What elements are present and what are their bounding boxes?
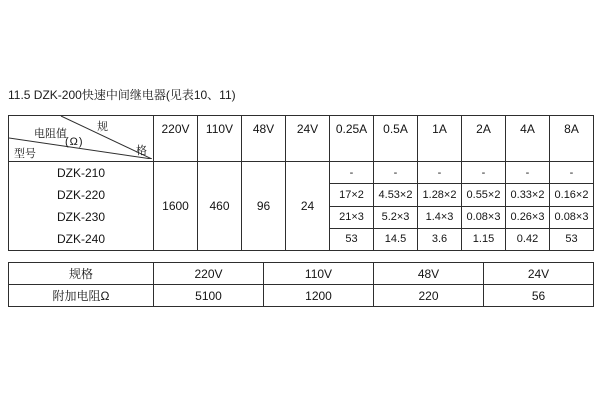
model-label: DZK-220 bbox=[56, 188, 106, 202]
column-header-220v: 220V bbox=[154, 116, 198, 162]
addon-value-row bbox=[9, 285, 594, 307]
column-header-05a: 0.5A bbox=[374, 116, 418, 162]
amp-value-cell: 0.33×2 bbox=[506, 184, 550, 206]
amp-value-cell: 4.53×2 bbox=[374, 184, 418, 206]
column-header-24v: 24V bbox=[286, 116, 330, 162]
corner-cell bbox=[9, 116, 154, 162]
corner-label-spec-bottom: 格 bbox=[136, 145, 147, 157]
model-column-cell bbox=[9, 162, 154, 251]
amp-value-cell: 0.16×2 bbox=[550, 184, 594, 206]
column-header-4a: 4A bbox=[506, 116, 550, 162]
column-header-8a: 8A bbox=[550, 116, 594, 162]
voltage-value-220v: 1600 bbox=[154, 162, 198, 251]
page-title: 11.5 DZK-200快速中间继电器(见表10、11) bbox=[8, 88, 236, 102]
amp-value-cell: 1.28×2 bbox=[418, 184, 462, 206]
amp-value-cell: 0.55×2 bbox=[462, 184, 506, 206]
table-header-row bbox=[9, 116, 594, 162]
addon-value-24v: 56 bbox=[484, 285, 594, 307]
amp-value-cell: - bbox=[506, 162, 550, 184]
addon-column-110v: 110V bbox=[264, 263, 374, 285]
addon-value-48v: 220 bbox=[374, 285, 484, 307]
amp-value-cell: - bbox=[418, 162, 462, 184]
column-header-110v: 110V bbox=[198, 116, 242, 162]
column-header-025a: 0.25A bbox=[330, 116, 374, 162]
voltage-value-48v: 96 bbox=[242, 162, 286, 251]
corner-label-resistance-unit: (Ω) bbox=[65, 136, 84, 148]
addon-value-110v: 1200 bbox=[264, 285, 374, 307]
addon-value-220v: 5100 bbox=[154, 285, 264, 307]
voltage-value-24v: 24 bbox=[286, 162, 330, 251]
amp-value-cell: 0.08×3 bbox=[462, 206, 506, 228]
model-label: DZK-210 bbox=[56, 166, 106, 180]
amp-value-cell: - bbox=[462, 162, 506, 184]
addon-column-48v: 48V bbox=[374, 263, 484, 285]
corner-label-spec-top: 规 bbox=[97, 121, 108, 133]
amp-value-cell: - bbox=[550, 162, 594, 184]
amp-value-cell: 14.5 bbox=[374, 228, 418, 250]
addon-column-24v: 24V bbox=[484, 263, 594, 285]
amp-value-cell: 0.08×3 bbox=[550, 206, 594, 228]
addon-resistor-table bbox=[8, 262, 594, 307]
amp-value-cell: 3.6 bbox=[418, 228, 462, 250]
model-stack bbox=[9, 162, 153, 250]
voltage-value-110v: 460 bbox=[198, 162, 242, 251]
column-header-48v: 48V bbox=[242, 116, 286, 162]
column-header-1a: 1A bbox=[418, 116, 462, 162]
table-row-dzk210 bbox=[9, 162, 594, 184]
corner-label-resistance: 电阻值 bbox=[34, 128, 67, 140]
addon-row-label: 附加电阻Ω bbox=[9, 285, 154, 307]
addon-spec-label: 规格 bbox=[9, 263, 154, 285]
corner-label-model: 型号 bbox=[14, 148, 36, 160]
amp-value-cell: 0.42 bbox=[506, 228, 550, 250]
spec-table bbox=[8, 115, 594, 251]
amp-value-cell: 0.26×3 bbox=[506, 206, 550, 228]
model-label: DZK-240 bbox=[56, 232, 106, 246]
amp-value-cell: - bbox=[374, 162, 418, 184]
amp-value-cell: 53 bbox=[550, 228, 594, 250]
addon-header-row bbox=[9, 263, 594, 285]
amp-value-cell: 53 bbox=[330, 228, 374, 250]
amp-value-cell: - bbox=[330, 162, 374, 184]
amp-value-cell: 17×2 bbox=[330, 184, 374, 206]
amp-value-cell: 1.4×3 bbox=[418, 206, 462, 228]
amp-value-cell: 21×3 bbox=[330, 206, 374, 228]
model-label: DZK-230 bbox=[56, 210, 106, 224]
amp-value-cell: 5.2×3 bbox=[374, 206, 418, 228]
column-header-2a: 2A bbox=[462, 116, 506, 162]
corner-diagonal-box bbox=[9, 116, 153, 161]
addon-column-220v: 220V bbox=[154, 263, 264, 285]
amp-value-cell: 1.15 bbox=[462, 228, 506, 250]
